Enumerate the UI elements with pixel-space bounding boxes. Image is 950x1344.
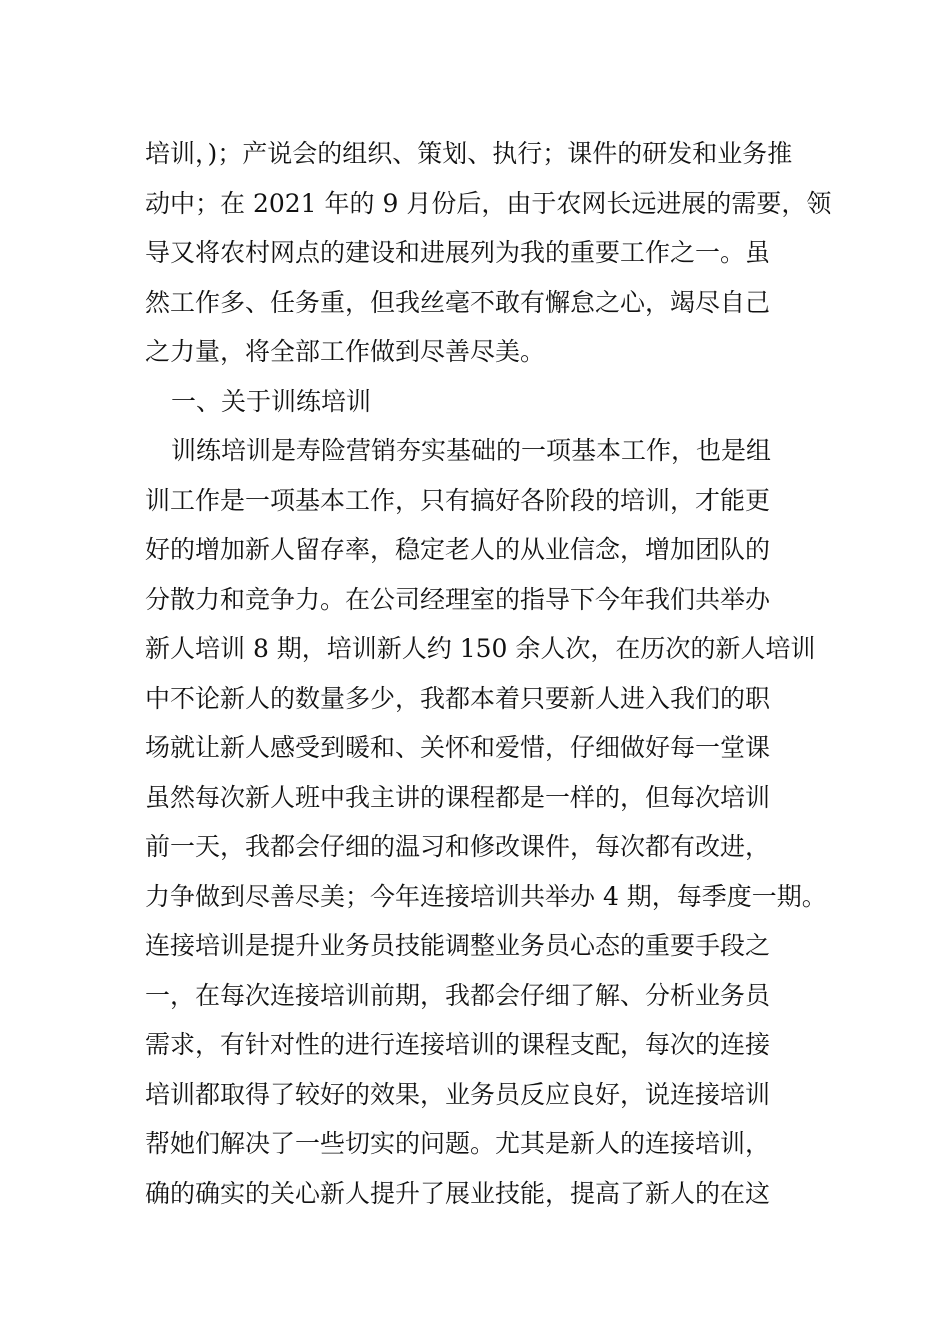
text-line: 确的确实的关心新人提升了展业技能，提高了新人的在这 [145, 1178, 771, 1208]
text-line: 然工作多、任务重，但我丝毫不敢有懈怠之心，竭尽自己 [145, 287, 771, 317]
text-line: 连接培训是提升业务员技能调整业务员心态的重要手段之 [145, 931, 771, 960]
text-line: 一，在每次连接培训前期，我都会仔细了解、分析业务员 [145, 980, 771, 1010]
text-line: 培训都取得了较好的效果，业务员反应良好，说连接培训 [145, 1079, 771, 1109]
section-heading: 一、关于训练培训 [171, 386, 372, 416]
text-line: 之力量，将全部工作做到尽善尽美。 [145, 337, 546, 366]
text-line: 新人培训 8 期，培训新人约 150 余人次，在历次的新人培训 [145, 634, 816, 663]
text-line: 好的增加新人留存率，稳定老人的从业信念，增加团队的 [145, 535, 771, 564]
text-line: 需求，有针对性的进行连接培训的课程支配，每次的连接 [145, 1030, 771, 1059]
text-line: 分散力和竞争力。在公司经理室的指导下今年我们共举办 [145, 584, 771, 614]
text-line: 中不论新人的数量多少，我都本着只要新人进入我们的职 [145, 683, 771, 713]
text-line: 虽然每次新人班中我主讲的课程都是一样的，但每次培训 [145, 782, 771, 812]
text-line: 动中；在 2021 年的 9 月份后，由于农网长远进展的需要，领 [145, 188, 832, 218]
text-line: 前一天，我都会仔细的温习和修改课件，每次都有改进， [145, 832, 771, 861]
body-text [145, 129, 832, 1218]
text-line: 训工作是一项基本工作，只有搞好各阶段的培训，才能更 [145, 485, 771, 515]
text-line: 培训，)；产说会的组织、策划、执行；课件的研发和业务推 [145, 139, 793, 168]
text-line: 场就让新人感受到暖和、关怀和爱惜，仔细做好每一堂课 [145, 733, 771, 762]
paragraph-start-line: 训练培训是寿险营销夯实基础的一项基本工作，也是组 [171, 436, 772, 465]
text-line: 力争做到尽善尽美；今年连接培训共举办 4 期，每季度一期。 [145, 881, 827, 911]
text-line: 导又将农村网点的建设和进展列为我的重要工作之一。虽 [145, 238, 771, 267]
text-line: 帮她们解决了一些切实的问题。尤其是新人的连接培训， [145, 1129, 771, 1158]
